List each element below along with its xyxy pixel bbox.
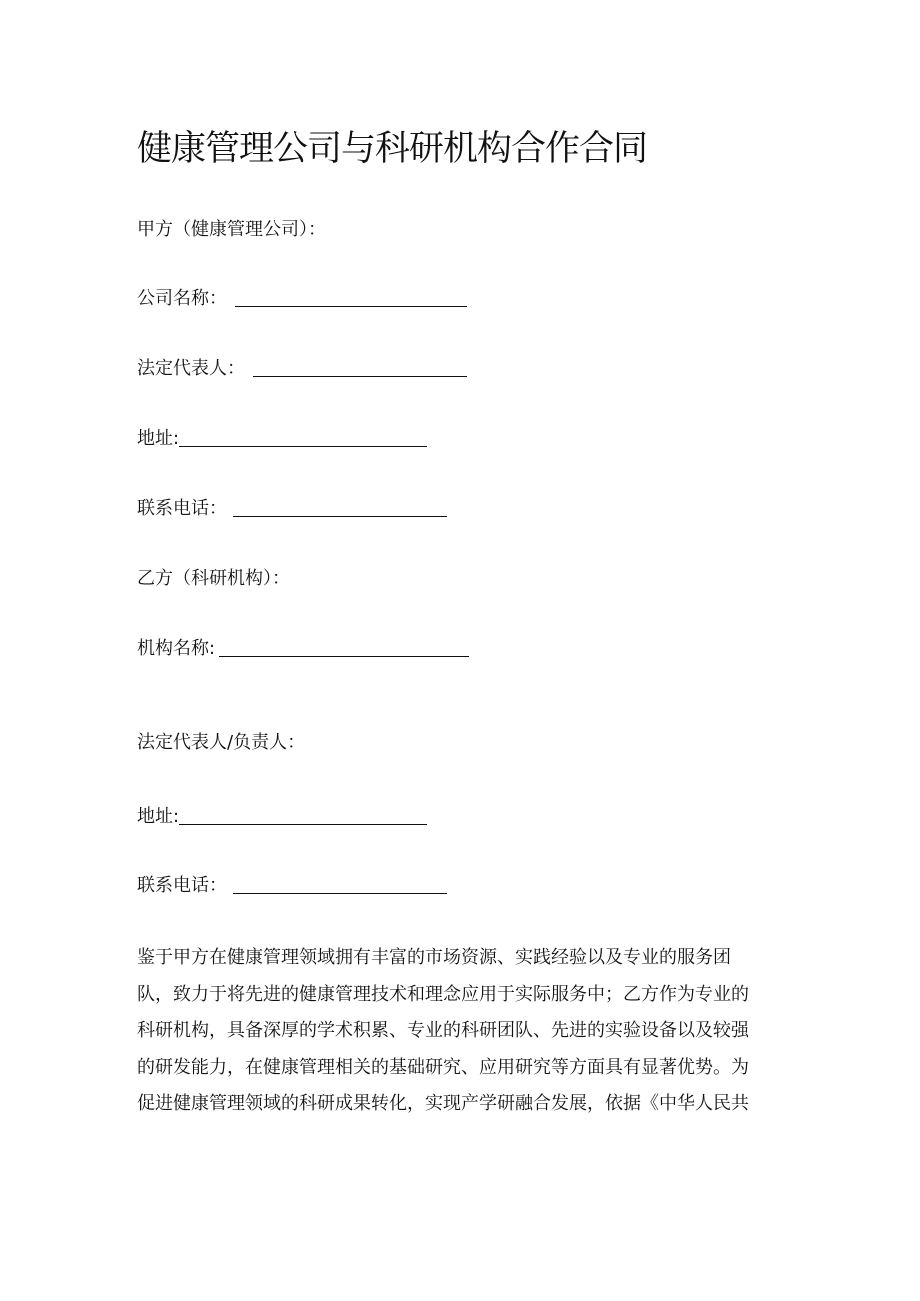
party-a-address-blank[interactable] bbox=[179, 428, 427, 447]
party-b-heading bbox=[137, 566, 290, 592]
preamble-line: 科研机构，具备深厚的学术积累、专业的科研团队、先进的实验设备以及较强 bbox=[137, 1020, 749, 1041]
party-a-phone-blank[interactable] bbox=[233, 498, 447, 517]
party-a-company-name-label: 公司名称： bbox=[137, 288, 227, 309]
party-b-org-name-row bbox=[137, 636, 469, 662]
preamble-line: 促进健康管理领域的科研成果转化，实现产学研融合发展，依据《中华人民共 bbox=[137, 1093, 749, 1114]
party-b-phone-blank[interactable] bbox=[233, 875, 447, 894]
party-a-legal-rep-label: 法定代表人： bbox=[137, 358, 245, 379]
party-b-address-row bbox=[137, 804, 427, 830]
party-a-phone-row bbox=[137, 496, 447, 522]
party-b-phone-row bbox=[137, 873, 447, 899]
party-a-heading bbox=[137, 217, 326, 243]
party-a-legal-rep-blank[interactable] bbox=[253, 358, 467, 377]
party-a-phone-label: 联系电话： bbox=[137, 498, 227, 519]
preamble-line: 队，致力于将先进的健康管理技术和理念应用于实际服务中；乙方作为专业的 bbox=[137, 983, 749, 1005]
party-b-heading-text: 乙方（科研机构）： bbox=[137, 568, 290, 589]
preamble-paragraph bbox=[137, 940, 777, 1123]
party-b-phone-label: 联系电话： bbox=[137, 875, 227, 896]
party-b-org-name-label: 机构名称: bbox=[137, 638, 216, 659]
party-b-org-name-blank[interactable] bbox=[219, 638, 469, 657]
preamble-line: 鉴于甲方在健康管理领域拥有丰富的市场资源、实践经验以及专业的服务团 bbox=[137, 947, 731, 968]
party-a-heading-text: 甲方（健康管理公司）： bbox=[137, 219, 326, 240]
party-b-legal-rep-label: 法定代表人/负责人： bbox=[137, 732, 306, 753]
party-a-company-name-blank[interactable] bbox=[235, 288, 467, 307]
party-a-legal-rep-row bbox=[137, 356, 467, 382]
party-b-legal-rep-row bbox=[137, 730, 305, 756]
party-a-address-label: 地址: bbox=[137, 428, 180, 449]
party-b-address-blank[interactable] bbox=[179, 806, 427, 825]
preamble-line: 的研发能力，在健康管理相关的基础研究、应用研究等方面具有显著优势。为 bbox=[137, 1056, 749, 1078]
party-b-address-label: 地址: bbox=[137, 806, 180, 827]
party-a-company-name-row bbox=[137, 286, 467, 312]
document-title: 健康管理公司与科研机构合作合同 bbox=[137, 129, 648, 169]
party-a-address-row bbox=[137, 426, 427, 452]
